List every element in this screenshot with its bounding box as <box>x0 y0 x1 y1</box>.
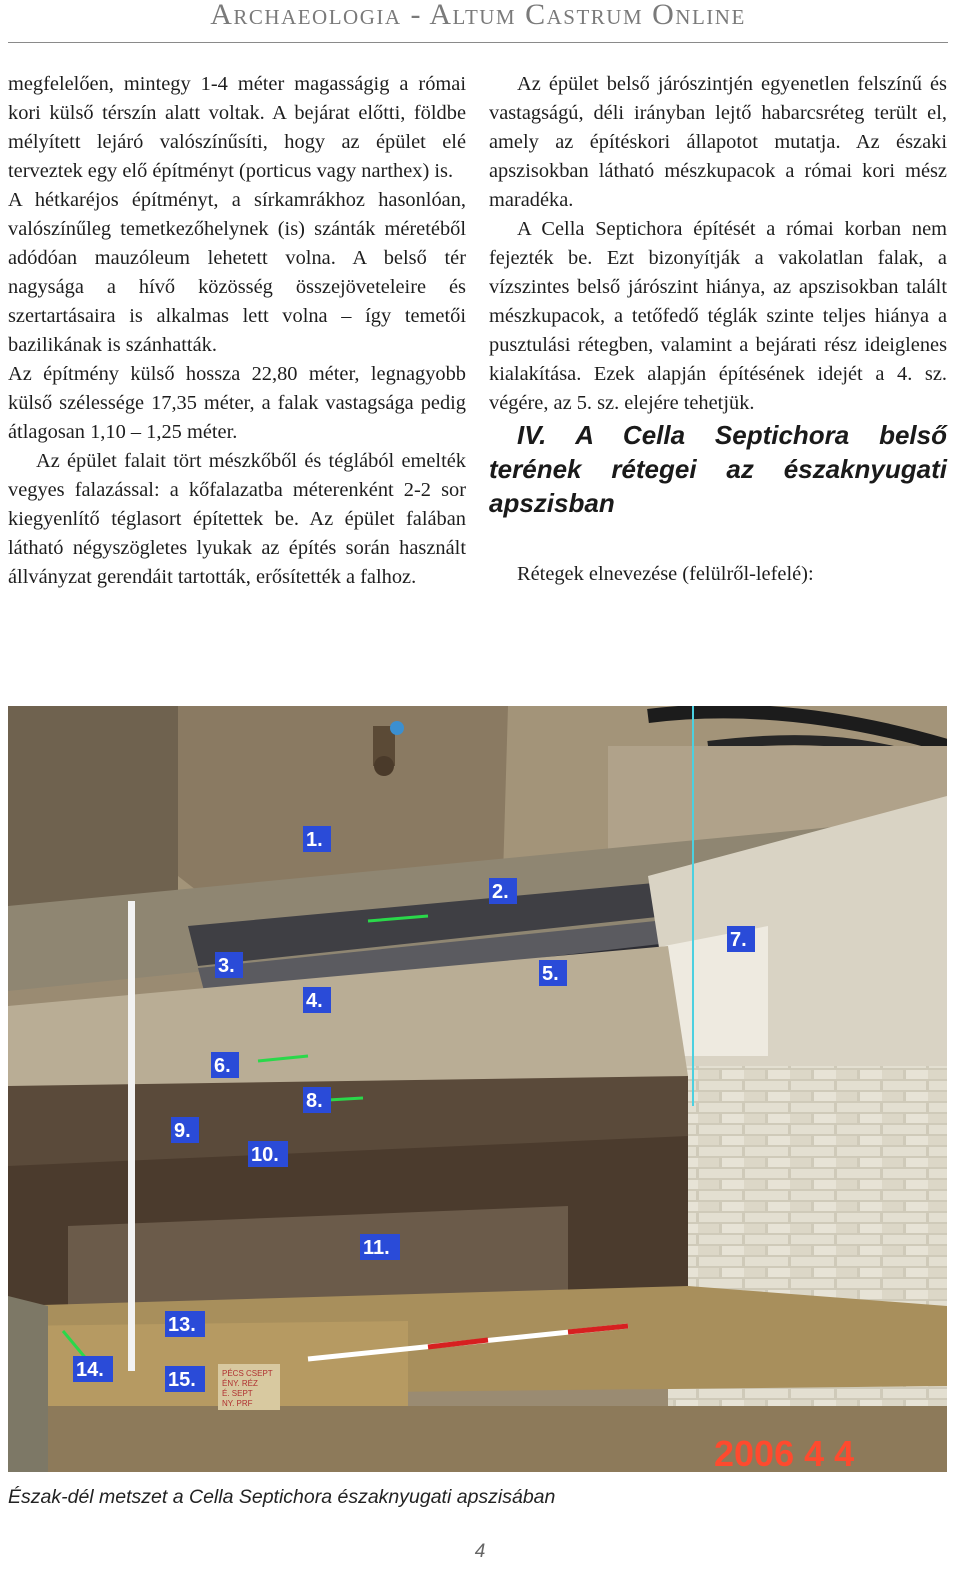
svg-text:13.: 13. <box>168 1314 196 1336</box>
right-paragraph-2: A Cella Septichora építését a római korban nem fejezték be. Ezt bizonyítják a vakolatlan falak, a vízszintes belső járószint hiánya, az apszisokban talált mészkupacok, a tetőfedő téglák szinte teljes hiánya a pusztulási rétegben, valamint a bejárati rész ideiglenes kialakítása. Ezek alapján építésének idejét a 4. sz. végére, az 5. sz. elejére tehetjük. <box>489 218 947 414</box>
left-paragraph-1: megfelelően, mintegy 1-4 méter magasságig a római kori külső térszín alatt voltak. A bejárat előtti, földbe mélyített lejáró valószínűsíti, hogy az épület elé terveztek egy elő építményt (porticus vagy narthex) is. <box>8 73 466 182</box>
tag-line-4: NY. PRF <box>222 1399 253 1408</box>
tag-line-2: ÉNY. RÉZ <box>222 1379 258 1388</box>
svg-text:5.: 5. <box>542 963 559 985</box>
running-header <box>8 0 948 43</box>
left-column <box>8 70 466 592</box>
header-title: Archaeologia - Altum Castrum Online <box>210 0 746 31</box>
right-paragraph-1: Az épület belső járószintjén egyenetlen felszínű és vastagságú, déli irányban lejtő habarcsréteg terült el, amely az építéskori állapotot mutatja. Az északi apszisokban látható mészkupacok a római kori mész maradéka. <box>489 73 947 211</box>
section-title: IV. A Cella Septichora belső terének rétegei az északnyugati apszisban <box>489 420 947 518</box>
layers-intro: Rétegek elnevezése (felülről-lefelé): <box>517 563 814 585</box>
layer-label-3 <box>215 952 243 978</box>
layer-label-4 <box>303 987 331 1013</box>
svg-text:2.: 2. <box>492 881 509 903</box>
excavation-photo <box>8 706 947 1472</box>
svg-text:15.: 15. <box>168 1369 196 1391</box>
layer-label-5 <box>539 960 567 986</box>
layer-label-11 <box>360 1234 400 1260</box>
svg-text:3.: 3. <box>218 955 235 977</box>
page-number: 4 <box>474 1541 486 1562</box>
layer-label-6 <box>211 1052 239 1078</box>
layer-label-10 <box>248 1141 288 1167</box>
tag-line-1: PÉCS CSEPT <box>222 1369 273 1378</box>
svg-text:14.: 14. <box>76 1359 104 1381</box>
layer-label-15 <box>165 1366 205 1392</box>
tag-line-3: É. SEPT <box>222 1389 253 1398</box>
left-paragraph-2: A hétkaréjos építményt, a sírkamrákhoz hasonlóan, valószínűleg temetkezőhelynek (is) szánták méretéből adódóan mauzóleum lehetett volna. A belső tér nagysága a hívő közösség összejöveteleire és szertartásaira is alkalmas lett volna – így temetői bazilikának is szánhatták. <box>8 189 466 356</box>
svg-text:9.: 9. <box>174 1120 191 1142</box>
layer-label-2 <box>489 878 517 904</box>
layer-label-1 <box>303 826 331 852</box>
layer-label-8 <box>303 1087 331 1113</box>
layer-label-14 <box>73 1356 113 1382</box>
left-paragraph-3: Az építmény külső hossza 22,80 méter, legnagyobb külső szélessége 17,35 méter, a falak vastagsága pedig átlagosan 1,10 – 1,25 méter. <box>8 363 466 443</box>
layer-label-9 <box>171 1117 199 1143</box>
svg-text:10.: 10. <box>251 1144 279 1166</box>
layer-label-13 <box>165 1311 205 1337</box>
svg-text:8.: 8. <box>306 1090 323 1112</box>
svg-text:1.: 1. <box>306 829 323 851</box>
svg-text:11.: 11. <box>363 1237 390 1259</box>
layer-label-7 <box>727 926 755 952</box>
svg-text:4.: 4. <box>306 990 323 1012</box>
svg-text:7.: 7. <box>730 929 747 951</box>
right-column <box>489 70 947 589</box>
left-paragraph-4: Az épület falait tört mészkőből és téglából emelték vegyes falazással: a kőfalazatba méterenként 2-2 sor kiegyenlítő téglasort építettek be. Az épület falában látható négyszögletes lyukak az építés során használt állványzat gerendáit tartották, erősítették a falhoz. <box>8 450 466 588</box>
svg-text:6.: 6. <box>214 1055 231 1077</box>
figure-caption: Észak-dél metszet a Cella Septichora északnyugati apszisában <box>8 1486 556 1508</box>
date-stamp: 2006 4 4 <box>714 1433 855 1472</box>
